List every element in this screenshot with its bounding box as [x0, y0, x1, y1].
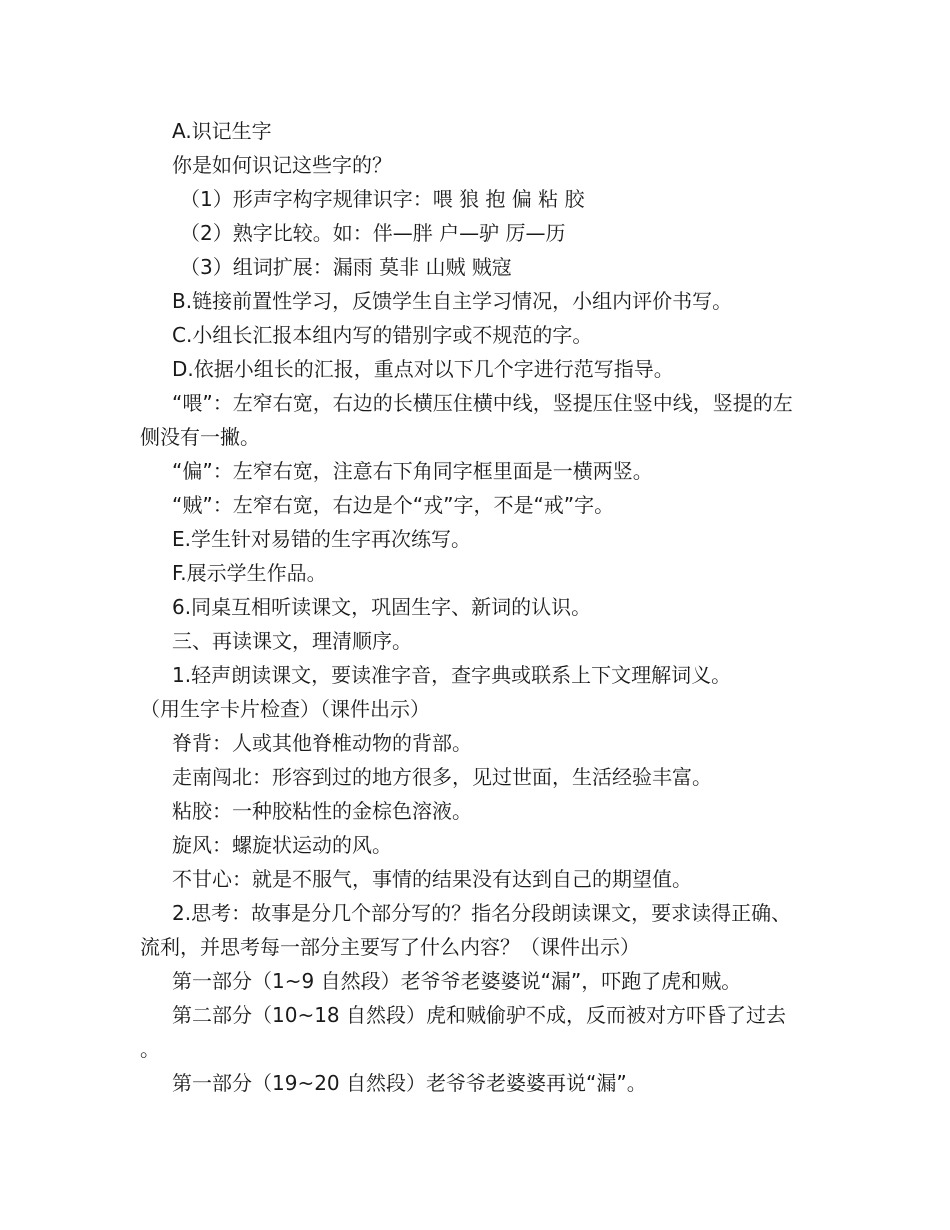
- paragraph: （用生字卡片检查）（课件出示）: [140, 697, 430, 721]
- definition-item: 不甘心：就是不服气，事情的结果没有达到自己的期望值。: [172, 867, 692, 891]
- paragraph: 你是如何识记这些字的？: [172, 153, 392, 177]
- paragraph: F.展示学生作品。: [172, 561, 327, 585]
- section-heading: 三、再读课文，理清顺序。: [172, 629, 412, 653]
- paragraph: “喂”：左窄右宽，右边的长横压住横中线，竖提压住竖中线，竖提的左侧没有一撇。: [140, 391, 793, 449]
- document-body: [140, 114, 800, 1100]
- paragraph: 2.思考：故事是分几个部分写的？指名分段朗读课文，要求读得正确、流利，并思考每一部分主要写了什么内容？（课件出示）: [140, 901, 792, 959]
- paragraph: 第一部分（19~20 自然段）老爷爷老婆婆再说“漏”。: [172, 1071, 647, 1095]
- list-item: （1）形声字构字规律识字：喂 狼 抱 偏 粘 胶: [180, 187, 585, 211]
- paragraph: “贼”：左窄右宽，右边是个“戎”字，不是“戒”字。: [172, 493, 615, 517]
- paragraph: A.识记生字: [172, 119, 272, 143]
- paragraph: E.学生针对易错的生字再次练写。: [172, 527, 471, 551]
- paragraph: C.小组长汇报本组内写的错别字或不规范的字。: [172, 323, 593, 347]
- definition-item: 脊背：人或其他脊椎动物的背部。: [172, 731, 472, 755]
- paragraph: D.依据小组长的汇报，重点对以下几个字进行范写指导。: [172, 357, 674, 381]
- definition-item: 走南闯北：形容到过的地方很多，见过世面，生活经验丰富。: [172, 765, 712, 789]
- list-item: （3）组词扩展：漏雨 莫非 山贼 贼寇: [180, 255, 512, 279]
- paragraph: 第二部分（10~18 自然段）虎和贼偷驴不成，反而被对方吓昏了过去。: [140, 1003, 787, 1061]
- definition-item: 旋风：螺旋状运动的风。: [172, 833, 392, 857]
- definition-item: 粘胶：一种胶粘性的金棕色溶液。: [172, 799, 472, 823]
- list-item: （2）熟字比较。如：伴—胖 户—驴 厉—历: [180, 221, 566, 245]
- paragraph: “偏”：左窄右宽，注意右下角同字框里面是一横两竖。: [172, 459, 653, 483]
- paragraph: 第一部分（1~9 自然段）老爷爷老婆婆说“漏”，吓跑了虎和贼。: [172, 969, 742, 993]
- paragraph: 6.同桌互相听读课文，巩固生字、新词的认识。: [172, 595, 592, 619]
- paragraph: 1.轻声朗读课文，要读准字音，查字典或联系上下文理解词义。: [172, 663, 732, 687]
- paragraph: B.链接前置性学习，反馈学生自主学习情况，小组内评价书写。: [172, 289, 733, 313]
